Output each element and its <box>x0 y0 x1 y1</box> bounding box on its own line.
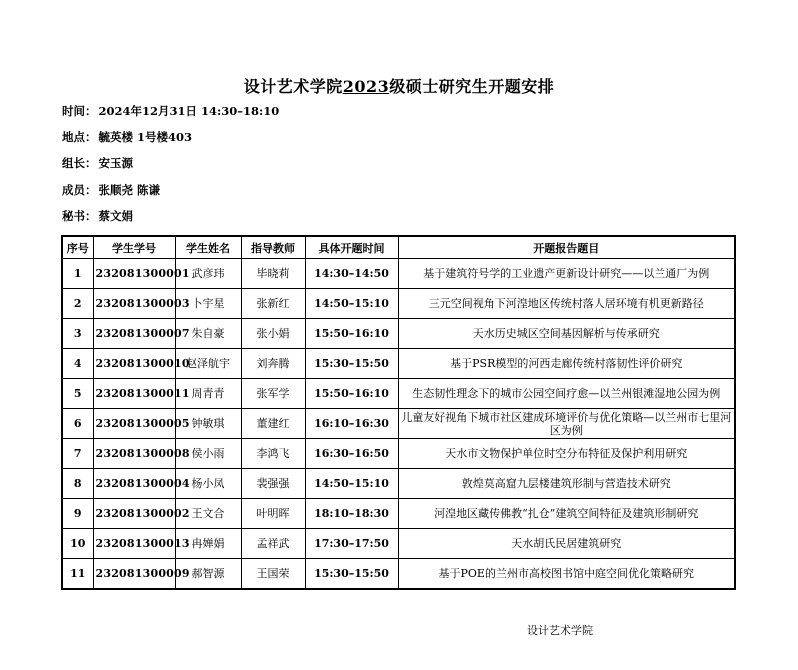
cell-no: 4 <box>62 349 93 379</box>
footer-signature: 设计艺术学院 <box>527 624 593 637</box>
header-student-id: 学生学号 <box>93 236 175 259</box>
cell-time: 14:50–15:10 <box>305 469 398 499</box>
cell-student-name: 朱自豪 <box>175 319 241 349</box>
cell-advisor: 刘奔腾 <box>241 349 305 379</box>
cell-no: 5 <box>62 379 93 409</box>
cell-student-id: 232081300005 <box>93 409 175 439</box>
cell-student-name: 周青青 <box>175 379 241 409</box>
table-row <box>62 469 735 499</box>
cell-no: 9 <box>62 499 93 529</box>
cell-student-id: 232081300008 <box>93 439 175 469</box>
cell-time: 15:50–16:10 <box>305 319 398 349</box>
cell-topic: 天水市文物保护单位时空分布特征及保护利用研究 <box>398 439 735 469</box>
cell-time: 14:30–14:50 <box>305 259 398 289</box>
cell-topic: 基于PSR模型的河西走廊传统村落韧性评价研究 <box>398 349 735 379</box>
table-row <box>62 529 735 559</box>
meta-members <box>62 182 160 198</box>
cell-time: 18:10–18:30 <box>305 499 398 529</box>
cell-no: 2 <box>62 289 93 319</box>
title-suffix: 级硕士研究生开题安排 <box>389 77 555 96</box>
cell-student-id: 232081300002 <box>93 499 175 529</box>
cell-time: 16:10–16:30 <box>305 409 398 439</box>
cell-topic: 基于建筑符号学的工业遗产更新设计研究——以兰通厂为例 <box>398 259 735 289</box>
title-year: 2023 <box>342 77 390 96</box>
cell-student-name: 杨小凤 <box>175 469 241 499</box>
cell-no: 1 <box>62 259 93 289</box>
header-advisor: 指导教师 <box>241 236 305 259</box>
cell-student-name: 武彦玮 <box>175 259 241 289</box>
meta-members-value: 张顺尧 陈谦 <box>98 183 161 197</box>
cell-student-name: 卜宇星 <box>175 289 241 319</box>
meta-secretary <box>62 208 133 224</box>
meta-place-label: 地点： <box>62 130 97 144</box>
table-row <box>62 289 735 319</box>
header-no: 序号 <box>62 236 93 259</box>
meta-time-value: 2024年12月31日 14:30–18:10 <box>98 104 280 118</box>
document-title <box>0 74 798 97</box>
meta-leader-label: 组长： <box>62 156 97 170</box>
cell-time: 15:50–16:10 <box>305 379 398 409</box>
table-row <box>62 439 735 469</box>
table-row <box>62 379 735 409</box>
cell-topic: 三元空间视角下河湟地区传统村落人居环境有机更新路径 <box>398 289 735 319</box>
cell-student-id: 232081300011 <box>93 379 175 409</box>
cell-topic: 基于POE的兰州市高校图书馆中庭空间优化策略研究 <box>398 559 735 590</box>
cell-time: 15:30–15:50 <box>305 559 398 590</box>
table-row <box>62 259 735 289</box>
cell-student-name: 王文合 <box>175 499 241 529</box>
cell-topic: 敦煌莫高窟九层楼建筑形制与营造技术研究 <box>398 469 735 499</box>
cell-student-name: 冉婵娟 <box>175 529 241 559</box>
cell-topic: 天水历史城区空间基因解析与传承研究 <box>398 319 735 349</box>
cell-student-id: 232081300010 <box>93 349 175 379</box>
meta-time <box>62 103 279 119</box>
cell-advisor: 王国荣 <box>241 559 305 590</box>
table-row <box>62 409 735 439</box>
table-row <box>62 499 735 529</box>
meta-time-label: 时间： <box>62 104 97 118</box>
cell-topic: 河湟地区藏传佛教“扎仓”建筑空间特征及建筑形制研究 <box>398 499 735 529</box>
cell-student-id: 232081300007 <box>93 319 175 349</box>
table-row <box>62 349 735 379</box>
cell-student-id: 232081300001 <box>93 259 175 289</box>
meta-members-label: 成员： <box>62 183 97 197</box>
meta-place <box>62 129 192 145</box>
cell-student-id: 232081300009 <box>93 559 175 590</box>
cell-advisor: 张小娟 <box>241 319 305 349</box>
cell-no: 6 <box>62 409 93 439</box>
cell-advisor: 李鸿飞 <box>241 439 305 469</box>
cell-student-name: 郝智源 <box>175 559 241 590</box>
header-topic: 开题报告题目 <box>398 236 735 259</box>
cell-student-id: 232081300004 <box>93 469 175 499</box>
cell-time: 17:30–17:50 <box>305 529 398 559</box>
header-time: 具体开题时间 <box>305 236 398 259</box>
cell-topic: 生态韧性理念下的城市公园空间疗愈—以兰州银滩湿地公园为例 <box>398 379 735 409</box>
cell-no: 8 <box>62 469 93 499</box>
meta-leader-value: 安玉源 <box>98 156 133 170</box>
cell-no: 10 <box>62 529 93 559</box>
cell-advisor: 毕晓莉 <box>241 259 305 289</box>
meta-leader <box>62 155 133 171</box>
header-student-name: 学生姓名 <box>175 236 241 259</box>
cell-topic: 儿童友好视角下城市社区建成环境评价与优化策略—以兰州市七里河区为例 <box>398 409 735 439</box>
cell-advisor: 张新红 <box>241 289 305 319</box>
table-row <box>62 319 735 349</box>
cell-student-name: 赵泽航宇 <box>175 349 241 379</box>
meta-secretary-label: 秘书： <box>62 209 97 223</box>
cell-student-name: 钟敏琪 <box>175 409 241 439</box>
cell-advisor: 孟祥武 <box>241 529 305 559</box>
cell-no: 11 <box>62 559 93 590</box>
schedule-table <box>61 235 736 590</box>
cell-topic: 天水胡氏民居建筑研究 <box>398 529 735 559</box>
cell-student-id: 232081300003 <box>93 289 175 319</box>
cell-advisor: 叶明晖 <box>241 499 305 529</box>
cell-student-name: 侯小雨 <box>175 439 241 469</box>
title-prefix: 设计艺术学院 <box>243 77 343 96</box>
cell-no: 7 <box>62 439 93 469</box>
cell-time: 16:30–16:50 <box>305 439 398 469</box>
meta-place-value: 毓英楼 1号楼403 <box>98 130 193 144</box>
cell-no: 3 <box>62 319 93 349</box>
cell-time: 14:50–15:10 <box>305 289 398 319</box>
table-row <box>62 559 735 590</box>
cell-advisor: 董建红 <box>241 409 305 439</box>
cell-time: 15:30–15:50 <box>305 349 398 379</box>
cell-student-id: 232081300013 <box>93 529 175 559</box>
meta-secretary-value: 蔡文娟 <box>98 209 133 223</box>
cell-advisor: 裴强强 <box>241 469 305 499</box>
table-header-row <box>62 236 735 259</box>
cell-advisor: 张军学 <box>241 379 305 409</box>
